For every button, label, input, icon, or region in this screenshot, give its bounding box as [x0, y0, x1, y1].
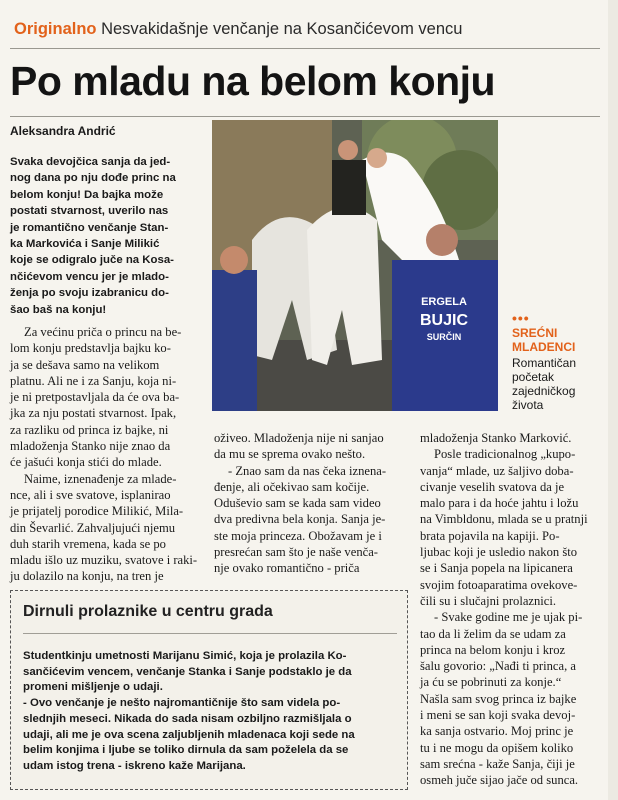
wedding-photo-illustration [212, 120, 498, 411]
box-line: promeni mišljenje o udaji. [23, 681, 163, 694]
body-line: mladoženja Stanko Marković. [420, 431, 572, 445]
caption-text-line: života [512, 398, 544, 412]
box-line: belim konjima i ljube se toliko dirnula da sam poželela da se [23, 744, 349, 757]
body-line: će jašući konja stići do mlade. [10, 455, 162, 470]
sidebar-box-body [23, 649, 399, 775]
body-line: tu i ne mogu da opišem koliko [420, 740, 574, 755]
lead-line: šao baš na konju! [10, 303, 107, 316]
body-line: Za većinu priča o princu na be- [24, 325, 182, 339]
box-line: Studentkinju umetnosti Marijanu Simić, koja je prolazila Ko- [23, 650, 347, 662]
body-line: Naime, iznenađenje za mlade- [24, 471, 177, 486]
lead-paragraph [10, 154, 204, 318]
lead-line: koje se odigralo juče na Kosa- [10, 254, 174, 267]
body-line: ja se dešava samo na velikom [10, 357, 160, 372]
body-line: ju dolazilo na konju, na tren je [10, 569, 164, 584]
body-line: Našla sam svog princa iz bajke [420, 691, 577, 706]
kicker-tag: Originalno [14, 20, 97, 38]
body-line: za razliku od princa iz bajke, ni [10, 422, 169, 437]
body-column-3 [420, 430, 602, 789]
lead-line: postati stvarnost, uverilo nas [10, 205, 169, 218]
caption-text-line: zajedničkog [512, 384, 576, 398]
body-line: princa na belom konju i kroz [420, 642, 566, 657]
body-line: duh starih vremena, kada se po [10, 536, 166, 551]
caption-text-line: početak [512, 370, 555, 384]
body-line: je ni pretpostavljala da će ova ba- [10, 390, 180, 405]
photo-badge-line: SURČIN [426, 332, 462, 342]
sidebar-box-rule [23, 633, 397, 634]
body-line: dva predivna bela konja. Sanja je- [214, 512, 386, 527]
body-line: je prijatelj porodice Milikić, Mila- [10, 504, 184, 519]
body-line: i meni se san koji svaka devoj- [420, 708, 576, 723]
body-line: malo para i da hoće jahtu i ložu [420, 496, 579, 511]
box-line: sančićevim vencem, venčanje Stanka i Sanje podstaklo je da [23, 665, 352, 678]
caption-dots: ••• [512, 310, 530, 326]
body-line: đenje, ali očekivao sam kočije. [214, 479, 370, 494]
body-line: din Ševarlić. Zahvaljujući njemu [10, 520, 176, 535]
body-line: - Znao sam da nas čeka iznena- [228, 463, 387, 478]
body-line: lom konju predstavlja bajku ko- [10, 341, 171, 356]
body-line: ja ću se pobrinuti za konje.“ [420, 675, 562, 690]
caption-text [512, 356, 604, 412]
body-line: da mu se sprema ovako nešto. [214, 447, 366, 462]
body-line: presrećan sam što je naše venča- [214, 545, 378, 560]
body-column-2 [214, 430, 410, 577]
box-line: slednjih meseci. Nikada do sada nisam ozbiljno razmišljala o [23, 712, 352, 725]
lead-line: nčićevom vencu jer je mlado- [10, 270, 169, 283]
body-line: na Vimbldonu, mlada se u pratnji [420, 512, 588, 527]
body-line: Posle tradicionalnog „kupo- [434, 447, 576, 462]
body-line: oživeo. Mladoženja nije ni sanjao [214, 431, 384, 445]
box-line: - Ovo venčanje je nešto najromantičnije što sam videla po- [23, 697, 341, 710]
lead-line: je romantično venčanje Stan- [10, 221, 169, 234]
photo-badge-line: BUJIC [419, 312, 469, 329]
body-line: civanje veselih svatova da je [420, 479, 565, 494]
body-line: ste moja princeza. Obožavam je i [214, 528, 382, 543]
lead-line: ženja po svoju izabranicu do- [10, 287, 169, 300]
kicker [14, 20, 462, 39]
box-line: udaji, ali me je ova scena zaljubljenih mladenaca koji sede na [23, 728, 355, 741]
headline-rule [10, 116, 600, 117]
body-line: osmeh juče sijao jače od sunca. [420, 773, 579, 788]
body-line: - Svake godine me je ujak pi- [434, 610, 583, 625]
body-line: ljubac koji je usledio nakon što [420, 545, 578, 560]
lead-line: ka Markovića i Sanje Milikić [10, 238, 160, 251]
body-line: brata pojavila na kapiji. Po- [420, 528, 560, 543]
top-rule [10, 48, 600, 49]
photo-badge-line: ERGELA [421, 296, 467, 308]
body-line: platnu. Ali ne i za Sanju, koja ni- [10, 373, 177, 388]
body-line: sam srećna - kaže Sanja, čiji je [420, 756, 575, 771]
headline: Po mladu na belom konju [10, 58, 496, 104]
box-line: udam istog trena - iskreno kaže Marijana. [23, 759, 246, 772]
caption-title-line: MLADENCI [512, 340, 576, 354]
body-line: jka za nju postati stvarnost. Ipak, [10, 406, 177, 421]
caption-title-line: SREĆNI [512, 326, 558, 340]
body-line: vanja“ mlade, uz šaljivo doba- [420, 463, 574, 478]
lead-line: belom konju! Da bajka može [10, 188, 164, 201]
body-line: nje ovako romantično - priča [214, 561, 360, 576]
body-line: mladu išlo uz muziku, svatove i raki- [10, 553, 198, 568]
body-column-1 [10, 324, 204, 585]
body-line: šalu govorio: „Nađi ti princa, a [420, 659, 576, 674]
body-line: se i Sanja popela na lipicanera [420, 561, 573, 576]
body-line: tao da li želim da se udam za [420, 626, 566, 641]
body-line: nce, ali i sve svatove, isplanirao [10, 487, 171, 502]
body-line: mladoženja Stanko nije znao da [10, 439, 171, 454]
body-line: čili su i slučajni prolaznici. [420, 593, 557, 608]
wedding-photo [212, 120, 498, 411]
lead-line: Svaka devojčica sanja da jed- [10, 156, 171, 168]
caption-title [512, 326, 602, 354]
body-line: ka sanja ostvario. Moj princ je [420, 724, 574, 739]
sidebar-box [10, 590, 408, 790]
body-line: svojim fotoaparatima ovekove- [420, 577, 578, 592]
caption-text-line: Romantičan [512, 356, 577, 370]
kicker-subtitle: Nesvakidašnje venčanje na Kosančićevom vencu [101, 20, 463, 38]
body-line: Oduševio sam se kada sam video [214, 496, 381, 511]
sidebar-box-title: Dirnuli prolaznike u centru grada [23, 603, 273, 620]
lead-line: nog dana po nju dođe princ na [10, 172, 176, 185]
author-byline: Aleksandra Andrić [10, 124, 116, 138]
